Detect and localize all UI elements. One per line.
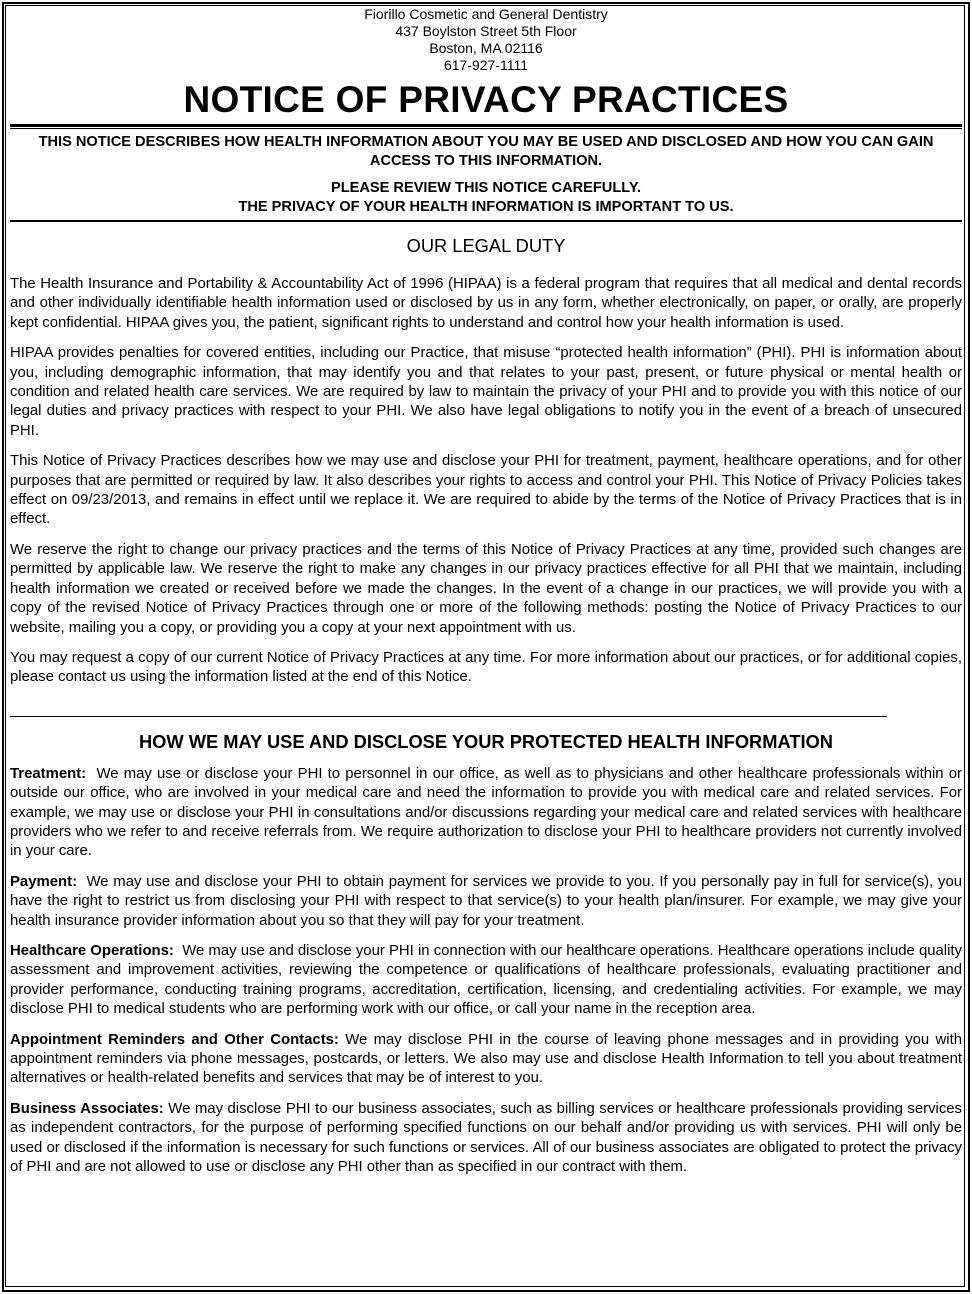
- business-associates-text: We may disclose PHI to our business associates, such as billing services or healthcare professionals providing services as independent contractors, for the purpose of performing specified functions on our behalf and/or providing us with services. PHI will only be used or disclosed if the information is necessary for such functions or services. All of our business associates are obligated to protect the privacy of PHI and are not allowed to use or disclose any PHI other than as specified in our contract with them.: [10, 1100, 962, 1176]
- practice-address-line1: 437 Boylston Street 5th Floor: [395, 23, 577, 39]
- legal-duty-paragraph-2: HIPAA provides penalties for covered entities, including our Practice, that misuse “protected health information” (PHI). PHI is information about you, including demographic information, that may identify you and that relates to your past, present, or future physical or mental health or condition and related health care services. We are required by law to maintain the privacy of your PHI and to provide you with this notice of our legal duties and privacy practices with respect to your PHI. We also have legal obligations to notify you in the event of a breach of unsecured PHI.: [10, 345, 962, 439]
- appointment-reminders-text: We may disclose PHI in the course of leaving phone messages and in providing you with appointment reminders via phone messages, postcards, or letters. We also may use and disclose Health Information to tell you about treatment alternatives or health-related benefits and services that may be of interest to you.: [10, 1031, 963, 1087]
- section-divider: [10, 716, 887, 717]
- healthcare-operations-text: We may use and disclose your PHI in connection with our healthcare operations. Healthcare operations include quality assessment and improvement activities, reviewing the competence or qualifications of healthcare professionals, evaluating practitioner and provider performance, conducting training programs, accreditation, certification, licensing, and credentialing activities. For example, we may disclose PHI to medical students who are performing work with our office, or call your name in the reception area.: [10, 942, 962, 1018]
- treatment-text: We may use or disclose your PHI to personnel in our office, as well as to physicians and other healthcare professionals within or outside our office, who are involved in your medical care and need the information to provide you with medical care and related services. For example, we may use or disclose your PHI in consultations and/or discussions regarding your medical care and related services with healthcare providers who we refer to and receive referrals from. We require authorization to disclose your PHI to healthcare providers not currently involved in your care.: [10, 765, 962, 860]
- practice-address-line2: Boston, MA 02116: [429, 40, 543, 56]
- appointment-reminders-paragraph: [10, 1031, 962, 1089]
- practice-phone: 617-927-1111: [443, 57, 529, 73]
- review-notice: PLEASE REVIEW THIS NOTICE CAREFULLY.: [330, 180, 642, 196]
- practice-header: [10, 6, 962, 74]
- healthcare-operations-paragraph: [10, 942, 962, 1020]
- treatment-paragraph: [10, 765, 962, 862]
- privacy-importance-notice: THE PRIVACY OF YOUR HEALTH INFORMATION IS IMPORTANT TO US.: [238, 199, 734, 215]
- treatment-label: Treatment:: [10, 765, 87, 782]
- legal-duty-paragraph-4: We reserve the right to change our privacy practices and the terms of this Notice of Privacy Practices at any time, provided such changes are permitted by applicable law. We reserve the right to make any changes in our privacy practices effective for all PHI that we maintain, including health information we created or received before we made the changes. In the event of a change in our practices, we will provide you with a copy of the revised Notice of Privacy Practices through one or more of the following methods: posting the Notice of Privacy Practices to our website, mailing you a copy, or providing you a copy at your next appointment with us.: [10, 541, 962, 636]
- notice-statement: THIS NOTICE DESCRIBES HOW HEALTH INFORMATION ABOUT YOU MAY BE USED AND DISCLOSED AND HOW YOU CAN GAIN ACCESS TO THIS INFORMATION.: [38, 134, 934, 169]
- practice-name: Fiorillo Cosmetic and General Dentistry: [364, 6, 608, 22]
- notice-rule: [10, 220, 962, 222]
- title-rule-thin: [10, 128, 962, 129]
- healthcare-operations-label: Healthcare Operations:: [10, 942, 174, 959]
- document-body: [10, 6, 962, 1177]
- business-associates-paragraph: [10, 1100, 962, 1178]
- section-heading-legal-duty: OUR LEGAL DUTY: [406, 235, 566, 256]
- section-heading-use-disclose: HOW WE MAY USE AND DISCLOSE YOUR PROTECTED HEALTH INFORMATION: [138, 730, 834, 752]
- business-associates-label: Business Associates:: [10, 1100, 164, 1117]
- page-title: NOTICE OF PRIVACY PRACTICES: [183, 79, 789, 120]
- payment-text: We may use and disclose your PHI to obtain payment for services we provide to you. If you personally pay in full for service(s), you have the right to restrict us from disclosing your PHI with respect to that service(s) to your health plan/insurer. For example, we may give your health insurance provider information about you so that they will pay for your treatment.: [10, 873, 963, 929]
- legal-duty-paragraph-3: This Notice of Privacy Practices describes how we may use and disclose your PHI for treatment, payment, healthcare operations, and for other purposes that are permitted or required by law. It also describes your rights to access and control your PHI. This Notice of Privacy Policies takes effect on 09/23/2013, and remains in effect until we replace it. We are required to abide by the terms of the Notice of Privacy Practices that is in effect.: [10, 453, 962, 528]
- payment-label: Payment:: [10, 873, 78, 890]
- payment-paragraph: [10, 873, 962, 931]
- legal-duty-paragraph-5: You may request a copy of our current Notice of Privacy Practices at any time. For more information about our practices, or for additional copies, please contact us using the information listed at the end of this Notice.: [10, 649, 962, 686]
- legal-duty-paragraph-1: The Health Insurance and Portability & Accountability Act of 1996 (HIPAA) is a federal program that requires that all medical and dental records and other individually identifiable health information used or disclosed by us in any form, whether electronically, on paper, or orally, are properly kept confidential. HIPAA gives you, the patient, significant rights to understand and control how your health information is used.: [10, 276, 962, 331]
- appointment-reminders-label: Appointment Reminders and Other Contacts:: [10, 1031, 339, 1048]
- title-rule-thick: [10, 124, 962, 127]
